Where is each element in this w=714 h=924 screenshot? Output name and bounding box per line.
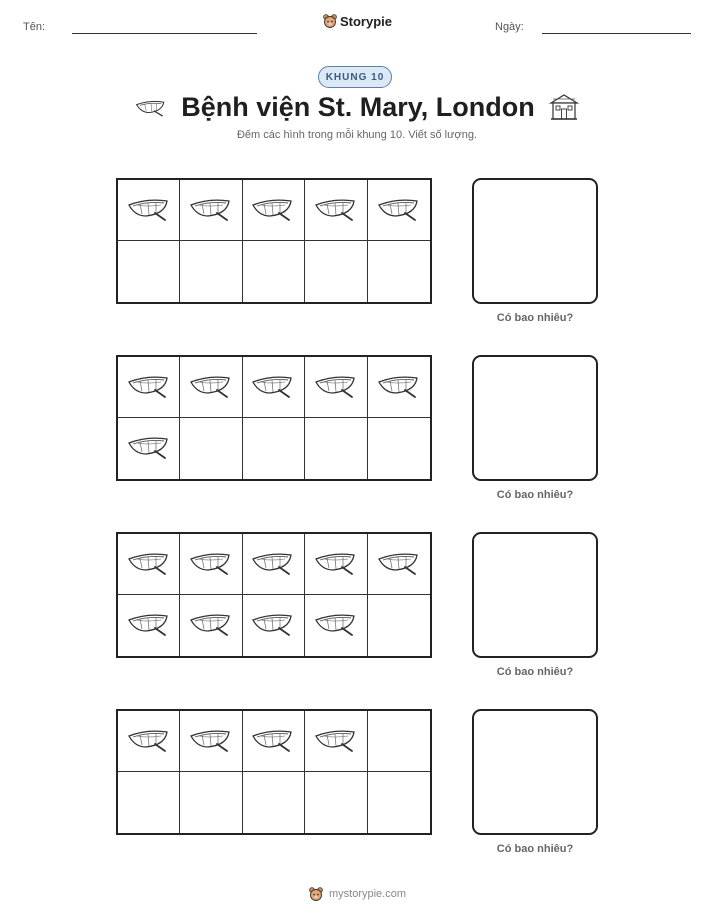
frame-cell: [243, 711, 305, 772]
frame-cell: [368, 595, 430, 656]
answer-box-4[interactable]: [472, 709, 598, 835]
frame-cell: [305, 595, 367, 656]
hospital-building-icon: [549, 93, 579, 121]
name-label: Tên:: [23, 21, 46, 33]
frame-cell: [368, 772, 430, 833]
rowboat-icon: [251, 371, 295, 404]
frame-cell: [305, 534, 367, 595]
frame-cell: [180, 534, 242, 595]
category-badge: KHUNG 10: [318, 66, 392, 88]
frame-cell: [180, 418, 242, 479]
frame-cell: [118, 534, 180, 595]
frame-cell: [243, 241, 305, 302]
footer: [0, 886, 714, 902]
rowboat-icon: [314, 194, 358, 227]
name-line[interactable]: [72, 33, 257, 34]
question-label-2: Có bao nhiêu?: [496, 489, 574, 501]
ten-frame-1: [116, 178, 432, 304]
frame-cell: [368, 241, 430, 302]
frame-cell: [243, 534, 305, 595]
rowboat-icon: [189, 371, 233, 404]
frame-cell: [305, 357, 367, 418]
frame-cell: [368, 180, 430, 241]
answer-box-3[interactable]: [472, 532, 598, 658]
rowboat-icon: [127, 371, 171, 404]
instructions: Đếm các hình trong mỗi khung 10. Viết số lượng.: [236, 129, 477, 141]
storypie-mascot-icon: [308, 886, 324, 902]
frame-cell: [243, 595, 305, 656]
rowboat-icon: [377, 548, 421, 581]
frame-cell: [368, 534, 430, 595]
frame-cell: [368, 711, 430, 772]
answer-box-1[interactable]: [472, 178, 598, 304]
footer-url: mystorypie.com: [328, 888, 407, 900]
frame-cell: [118, 595, 180, 656]
rowboat-icon: [314, 725, 358, 758]
rowboat-icon: [127, 609, 171, 642]
frame-cell: [305, 772, 367, 833]
frame-cell: [118, 180, 180, 241]
frame-cell: [243, 418, 305, 479]
rowboat-icon: [189, 194, 233, 227]
frame-cell: [180, 357, 242, 418]
frame-cell: [305, 180, 367, 241]
frame-cell: [305, 241, 367, 302]
brand-name: Storypie: [339, 13, 392, 29]
brand-logo: [0, 13, 714, 29]
rowboat-icon: [314, 609, 358, 642]
frame-cell: [368, 418, 430, 479]
rowboat-icon: [251, 725, 295, 758]
rowboat-icon: [251, 609, 295, 642]
rowboat-icon: [127, 725, 171, 758]
frame-cell: [118, 711, 180, 772]
frame-cell: [180, 711, 242, 772]
rowboat-icon: [189, 609, 233, 642]
ten-frame-2: [116, 355, 432, 481]
storypie-mascot-icon: [322, 13, 338, 29]
frame-cell: [305, 711, 367, 772]
title-row: [0, 88, 714, 126]
frame-cell: [180, 595, 242, 656]
frame-cell: [118, 418, 180, 479]
rowboat-icon: [251, 194, 295, 227]
frame-cell: [243, 772, 305, 833]
question-label-1: Có bao nhiêu?: [496, 312, 574, 324]
frame-cell: [305, 418, 367, 479]
rowboat-icon: [127, 194, 171, 227]
rowboat-icon: [251, 548, 295, 581]
frame-cell: [118, 241, 180, 302]
ten-frame-4: [116, 709, 432, 835]
question-label-3: Có bao nhiêu?: [496, 666, 574, 678]
question-label-4: Có bao nhiêu?: [496, 843, 574, 855]
rowboat-icon: [314, 548, 358, 581]
frame-cell: [243, 357, 305, 418]
rowboat-icon: [377, 371, 421, 404]
boat-icon: [135, 96, 167, 118]
rowboat-icon: [189, 548, 233, 581]
frame-cell: [118, 357, 180, 418]
frame-cell: [118, 772, 180, 833]
frame-cell: [180, 180, 242, 241]
rowboat-icon: [377, 194, 421, 227]
frame-cell: [243, 180, 305, 241]
rowboat-icon: [314, 371, 358, 404]
rowboat-icon: [127, 432, 171, 465]
rowboat-icon: [189, 725, 233, 758]
page-title: Bệnh viện St. Mary, London: [181, 91, 535, 122]
answer-box-2[interactable]: [472, 355, 598, 481]
frame-cell: [180, 241, 242, 302]
frame-cell: [180, 772, 242, 833]
date-line[interactable]: [542, 33, 691, 34]
rowboat-icon: [127, 548, 171, 581]
date-label: Ngày:: [495, 21, 524, 33]
frame-cell: [368, 357, 430, 418]
ten-frame-3: [116, 532, 432, 658]
